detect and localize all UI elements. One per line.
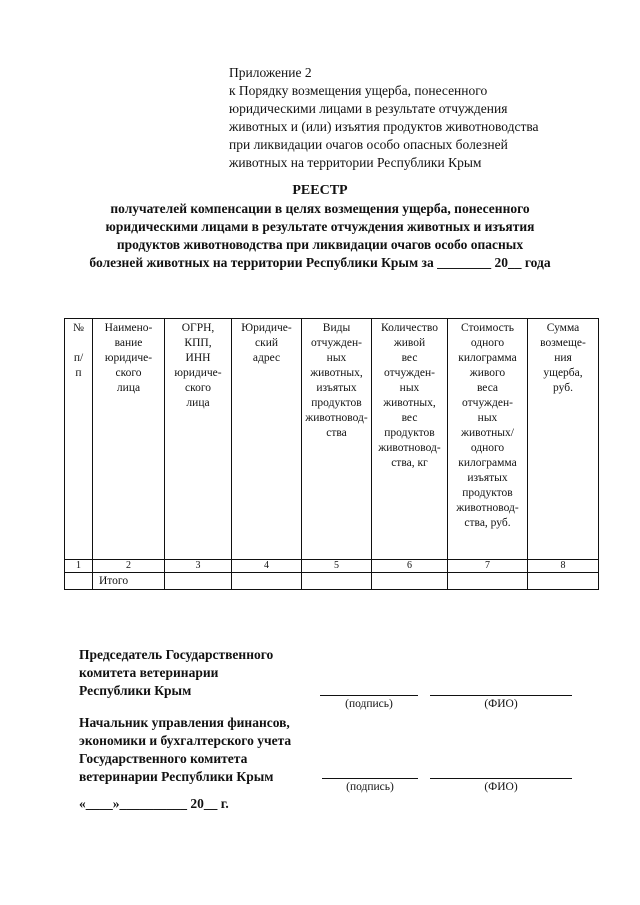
appendix-line: при ликвидации очагов особо опасных болезней [229,137,508,152]
signature-caption: (подпись) [346,781,394,793]
name-line [430,778,572,779]
column-number: 1 [65,560,93,573]
column-number: 8 [528,560,599,573]
position-line: Республики Крым [79,683,192,698]
header-cell-ogrn: ОГРН, КПП, ИНН юридиче- ского лица [165,319,232,560]
appendix-line: юридическими лицами в результате отчуждения [229,101,508,116]
appendix-line: к Порядку возмещения ущерба, понесенного [229,83,488,98]
position-line: экономики и бухгалтерского учета [79,733,292,748]
date-line: «____»__________ 20__ г. [79,796,229,811]
total-cell [372,573,448,590]
header-cell-name: Наимено- вание юридиче- ского лица [93,319,165,560]
subtitle-line: болезней животных на территории Республики Крым за ________ 20__ года [89,255,551,270]
signature-line [322,778,418,779]
header-cell-quantity: Количество живой вес отчужден- ных животных, вес продуктов животновод- ства, кг [372,319,448,560]
header-cell-animal-types: Виды отчужден- ных животных, изъятых продуктов животновод- ства [302,319,372,560]
signature-line [320,695,418,696]
subtitle-line: юридическими лицами в результате отчуждения животных и изъятия [105,219,535,234]
appendix-line: животных на территории Республики Крым [229,155,482,170]
column-number-row [65,560,599,573]
header-cell-number: № п/ п [65,319,93,560]
column-number: 3 [165,560,232,573]
appendix-header [229,64,589,172]
position-line: комитета ветеринарии [79,665,219,680]
signature-caption: (подпись) [345,698,393,710]
column-number: 7 [448,560,528,573]
position-line: Председатель Государственного [79,647,274,662]
total-cell [448,573,528,590]
column-number: 4 [232,560,302,573]
position-line: Государственного комитета [79,751,248,766]
position-line: ветеринарии Республики Крым [79,769,274,784]
signature-position-finance-head [79,714,291,786]
name-caption: (ФИО) [484,781,518,793]
total-cell [165,573,232,590]
total-cell [528,573,599,590]
name-line [430,695,572,696]
registry-table [64,318,599,590]
signature-position-chairman [79,646,273,700]
total-label: Итого [93,573,165,590]
total-row [65,573,599,590]
appendix-line: Приложение 2 [229,65,312,80]
total-cell [65,573,93,590]
column-number: 5 [302,560,372,573]
total-cell [232,573,302,590]
header-cell-price: Стоимость одного килограмма живого веса отчужден- ных животных/ одного килограмма изъятых продуктов животновод- ства, руб. [448,319,528,560]
header-cell-address: Юридиче- ский адрес [232,319,302,560]
subtitle-line: получателей компенсации в целях возмещения ущерба, понесенного [110,201,530,216]
column-number: 6 [372,560,448,573]
appendix-line: животных и (или) изъятия продуктов животноводства [229,119,539,134]
document-subtitle [40,200,600,272]
position-line: Начальник управления финансов, [79,715,290,730]
total-cell [302,573,372,590]
name-caption: (ФИО) [484,698,518,710]
column-number: 2 [93,560,165,573]
document-title: РЕЕСТР [292,183,348,198]
table-header-row [65,319,599,560]
header-cell-sum: Сумма возмеще- ния ущерба, руб. [528,319,599,560]
subtitle-line: продуктов животноводства при ликвидации очагов особо опасных [116,237,524,252]
